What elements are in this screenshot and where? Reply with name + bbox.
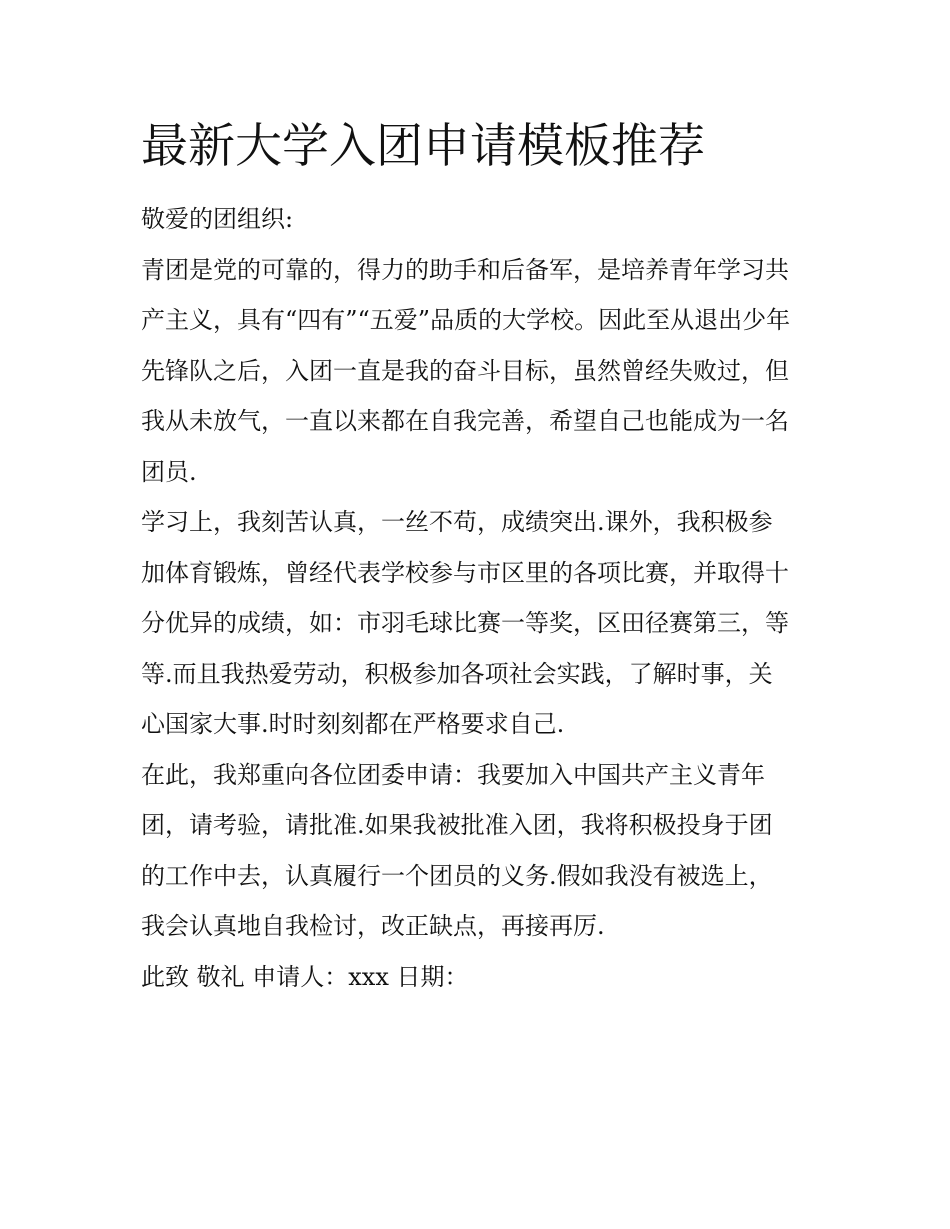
paragraph-line: 在此，我郑重向各位团委申请：我要加入中国共产主义青年 [141, 760, 765, 789]
document-title: 最新大学入团申请模板推荐 [141, 119, 705, 174]
document-body [141, 114, 821, 1002]
paragraph-intro [141, 245, 821, 498]
paragraph-line: 的工作中去，认真履行一个团员的义务.假如我没有被选上， [141, 861, 773, 890]
paragraph-line: 先锋队之后，入团一直是我的奋斗目标，虽然曾经失败过，但 [141, 356, 789, 385]
closing-line: 此致 敬礼 申请人：xxx 日期： [141, 962, 469, 991]
paragraph-study [141, 497, 821, 750]
paragraph-line: 我从未放气，一直以来都在自我完善，希望自己也能成为一名 [141, 407, 789, 435]
paragraph-line: 等.而且我热爱劳动，积极参加各项社会实践，了解时事，关 [141, 659, 773, 688]
paragraph-line: 分优异的成绩，如：市羽毛球比赛一等奖，区田径赛第三，等 [141, 609, 789, 637]
paragraph-line: 学习上，我刻苦认真，一丝不苟，成绩突出.课外，我积极参 [141, 508, 773, 536]
paragraph-line: 团员. [141, 457, 197, 486]
paragraph-line: 团，请考验，请批准.如果我被批准入团，我将积极投身于团 [141, 811, 773, 839]
paragraph-line: 心国家大事.时时刻刻都在严格要求自己. [141, 710, 565, 738]
paragraph-line: 我会认真地自我检讨，改正缺点，再接再厉. [141, 912, 605, 940]
paragraph-line: 青团是党的可靠的，得力的助手和后备军，是培养青年学习共 [141, 255, 789, 284]
paragraph-line: 产主义，具有“四有”“五爱”品质的大学校。因此至从退出少年 [141, 306, 791, 334]
paragraph-line: 加体育锻炼，曾经代表学校参与市区里的各项比赛，并取得十 [141, 558, 789, 587]
paragraph-application [141, 750, 821, 952]
salutation: 敬爱的团组织: [141, 205, 294, 233]
